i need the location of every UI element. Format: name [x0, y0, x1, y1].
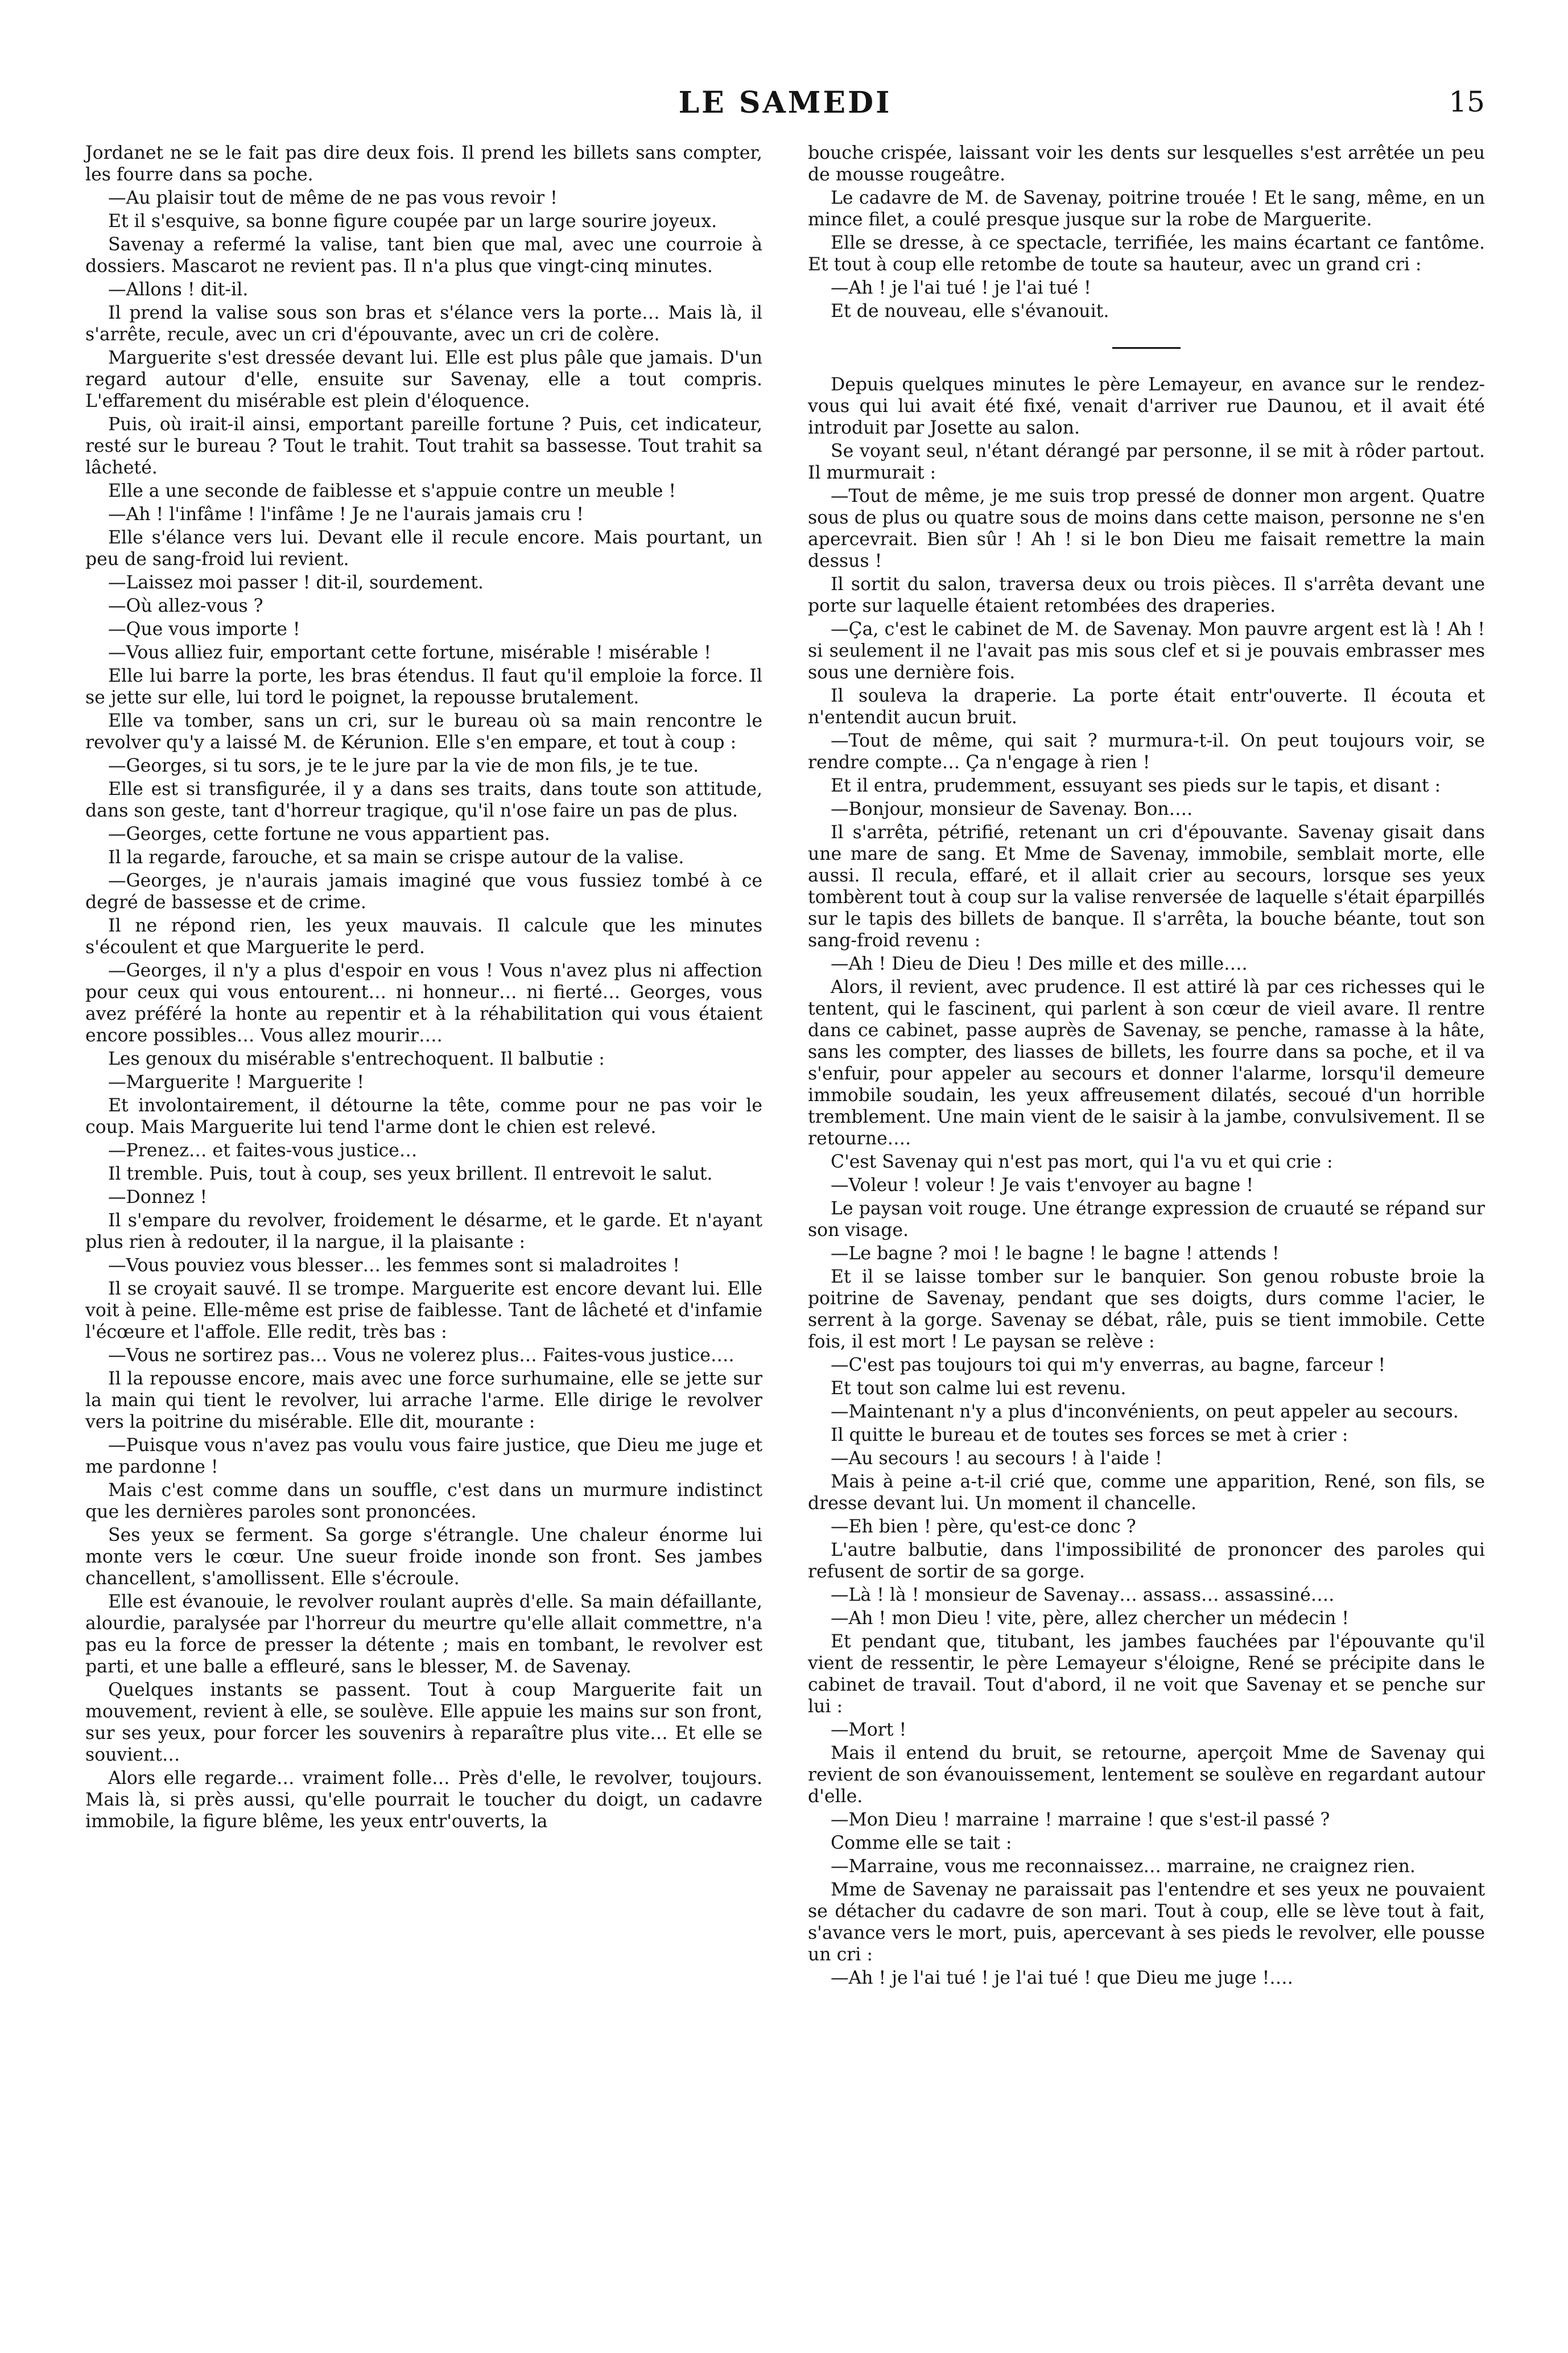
- paragraph: —Où allez-vous ?: [108, 596, 263, 616]
- paragraph: —Marraine, vous me reconnaissez… marraine, ne craignez rien.: [831, 1856, 1416, 1877]
- paragraph: —Mon Dieu ! marraine ! marraine ! que s'est-il passé ?: [831, 1810, 1330, 1830]
- paragraph: —Mort !: [831, 1720, 907, 1740]
- paragraph: Et pendant que, titubant, les jambes fauchées par l'épouvante qu'il vient de ressentir, le père Lemayeur s'éloigne, René se précipite dans le cabinet de travail. Tout d'abord, il ne voit que Savenay et se penche sur lui :: [808, 1631, 1485, 1717]
- paragraph: Marguerite s'est dressée devant lui. Elle est plus pâle que jamais. D'un regard autour d'elle, ensuite sur Savenay, elle a tout compris. L'effarement du misérable est plein d'éloquence.: [85, 348, 762, 411]
- paragraph: Mais c'est comme dans un souffle, c'est dans un murmure indistinct que les dernières paroles sont prononcées.: [85, 1480, 762, 1522]
- page-number: 15: [1449, 85, 1485, 118]
- paragraph: Le cadavre de M. de Savenay, poitrine trouée ! Et le sang, même, en un mince filet, a coulé presque jusque sur la robe de Marguerite.: [808, 188, 1485, 230]
- paragraph: Se voyant seul, n'étant dérangé par personne, il se mit à rôder partout. Il murmurait :: [808, 441, 1485, 483]
- right-column-section-2: [808, 374, 1485, 1989]
- paragraph: Et il se laisse tomber sur le banquier. Son genou robuste broie la poitrine de Savenay, pendant que ses doigts, durs comme l'acier, le serrent à la gorge. Savenay se débat, râle, puis se tient immobile. Cette fois, il est mort ! Le paysan se relève :: [808, 1267, 1485, 1352]
- paragraph: Il se croyait sauvé. Il se trompe. Marguerite est encore devant lui. Elle voit à peine. Elle-même est prise de faiblesse. Tant de lâcheté et d'infamie l'écœure et l'affole. Elle redit, très bas :: [85, 1279, 762, 1342]
- paragraph: Elle est évanouie, le revolver roulant auprès d'elle. Sa main défaillante, alourdie, paralysée par l'horreur du meurtre qu'elle allait commettre, n'a pas eu la force de presser la détente ; mais en tombant, le revolver est parti, et une balle a effleuré, sans le blesser, M. de Savenay.: [85, 1592, 762, 1677]
- paragraph: Il la regarde, farouche, et sa main se crispe autour de la valise.: [108, 847, 684, 868]
- paragraph: Alors, il revient, avec prudence. Il est attiré là par ces richesses qui le tentent, qui le fascinent, qui parlent à son cœur de vieil avare. Il rentre dans ce cabinet, passe auprès de Savenay, se penche, ramasse à la hâte, sans les compter, des liasses de billets, les fourre dans sa poche, et il va s'enfuir, pour appeler au secours et donner l'alarme, lorsqu'il demeure immobile soudain, les yeux affreusement dilatés, secoué d'un horrible tremblement. Une main vient de le saisir à la jambe, convulsivement. Il se retourne….: [808, 977, 1485, 1149]
- paragraph: —Maintenant n'y a plus d'inconvénients, on peut appeler au secours.: [831, 1402, 1459, 1422]
- paragraph: —Bonjour, monsieur de Savenay. Bon….: [831, 799, 1193, 819]
- paragraph: C'est Savenay qui n'est pas mort, qui l'a vu et qui crie :: [831, 1152, 1333, 1172]
- paragraph: Il ne répond rien, les yeux mauvais. Il calcule que les minutes s'écoulent et que Marguerite le perd.: [85, 916, 762, 958]
- paragraph: Quelques instants se passent. Tout à coup Marguerite fait un mouvement, revient à elle, se soulève. Elle appuie les mains sur son front, sur ses yeux, pour forcer les souvenirs à reparaître plus vite… Et elle se souvient…: [85, 1680, 762, 1765]
- paragraph: Et de nouveau, elle s'évanouit.: [831, 301, 1109, 322]
- paragraph: —Ah ! l'infâme ! l'infâme ! Je ne l'aurais jamais cru !: [108, 504, 584, 525]
- paragraph: Il souleva la draperie. La porte était entr'ouverte. Il écouta et n'entendit aucun bruit.: [808, 686, 1485, 728]
- paragraph: —Donnez !: [108, 1187, 208, 1208]
- paragraph: Alors elle regarde… vraiment folle… Près d'elle, le revolver, toujours. Mais là, si près aussi, qu'elle pourrait le toucher du doigt, un cadavre immobile, la figure blême, les yeux entr'ouverts, la: [85, 1768, 762, 1832]
- paragraph: Depuis quelques minutes le père Lemayeur, en avance sur le rendez-vous qui lui avait été fixé, venait d'arriver rue Daunou, et il avait été introduit par Josette au salon.: [808, 374, 1485, 438]
- paragraph: —Vous ne sortirez pas… Vous ne volerez plus… Faites-vous justice….: [108, 1345, 735, 1366]
- paragraph: Le paysan voit rouge. Une étrange expression de cruauté se répand sur son visage.: [808, 1198, 1485, 1241]
- paragraph: —Vous pouviez vous blesser… les femmes sont si maladroites !: [108, 1255, 680, 1276]
- paragraph: —Ah ! Dieu de Dieu ! Des mille et des mille….: [831, 954, 1248, 974]
- paragraph: Elle se dresse, à ce spectacle, terrifiée, les mains écartant ce fantôme. Et tout à coup elle retombe de toute sa hauteur, avec un grand cri :: [808, 233, 1485, 275]
- paragraph: Mais il entend du bruit, se retourne, aperçoit Mme de Savenay qui revient de son évanouissement, lentement se soulève en regardant autour d'elle.: [808, 1743, 1485, 1807]
- paragraph: Ses yeux se ferment. Sa gorge s'étrangle. Une chaleur énorme lui monte vers le cœur. Une sueur froide inonde son front. Ses jambes chancellent, s'amollissent. Elle s'écroule.: [85, 1525, 762, 1589]
- paragraph: Puis, où irait-il ainsi, emportant pareille fortune ? Puis, cet indicateur, resté sur le bureau ? Tout le trahit. Tout trahit sa bassesse. Tout trahit sa lâcheté.: [85, 414, 762, 478]
- paragraph: —Ça, c'est le cabinet de M. de Savenay. Mon pauvre argent est là ! Ah ! si seulement il ne l'avait pas mis sous clef et si je pouvais embrasser mes sous une dernière fois.: [808, 619, 1485, 683]
- paragraph: —Ah ! je l'ai tué ! je l'ai tué ! que Dieu me juge !….: [831, 1968, 1293, 1988]
- paragraph: Et involontairement, il détourne la tête, comme pour ne pas voir le coup. Mais Marguerite lui tend l'arme dont le chien est relevé.: [85, 1095, 762, 1138]
- page-header: [85, 85, 1485, 131]
- right-column-section-1: [808, 142, 1485, 322]
- paragraph: —Tout de même, qui sait ? murmura-t-il. On peut toujours voir, se rendre compte… Ça n'engage à rien !: [808, 731, 1485, 773]
- paragraph: —Georges, il n'y a plus d'espoir en vous ! Vous n'avez plus ni affection pour ceux qui vous entourent… ni honneur… ni fierté… Georges, vous avez préféré la honte au repentir et à la réhabilitation qui vous étaient encore possibles… Vous allez mourir….: [85, 961, 762, 1046]
- paragraph: bouche crispée, laissant voir les dents sur lesquelles s'est arrêtée un peu de mousse rougeâtre.: [808, 143, 1485, 185]
- paragraph: —Vous alliez fuir, emportant cette fortune, misérable ! misérable !: [108, 642, 711, 663]
- paragraph: L'autre balbutie, dans l'impossibilité de prononcer des paroles qui refusent de sortir de sa gorge.: [808, 1540, 1485, 1582]
- paragraph: Il s'empare du revolver, froidement le désarme, et le garde. Et n'ayant plus rien à redouter, il la nargue, il la plaisante :: [85, 1210, 762, 1252]
- paragraph: —Prenez… et faites-vous justice…: [108, 1140, 418, 1161]
- paragraph: —Au plaisir tout de même de ne pas vous revoir !: [108, 188, 558, 208]
- paragraph: Les genoux du misérable s'entrechoquent. Il balbutie :: [108, 1049, 605, 1069]
- paragraph: —Au secours ! au secours ! à l'aide !: [831, 1448, 1162, 1469]
- paragraph: Il la repousse encore, mais avec une force surhumaine, elle se jette sur la main qui tient le revolver, lui arrache l'arme. Elle dirige le revolver vers la poitrine du misérable. Elle dit, mourante :: [85, 1369, 762, 1432]
- paragraph: —Le bagne ? moi ! le bagne ! le bagne ! attends !: [831, 1243, 1280, 1264]
- paragraph: Il s'arrêta, pétrifié, retenant un cri d'épouvante. Savenay gisait dans une mare de sang. Et Mme de Savenay, immobile, semblait morte, elle aussi. Il recula, effaré, et il allait crier au secours, lorsque ses yeux tombèrent tout à coup sur la valise renversée de laquelle s'était éparpillés sur le tapis des billets de banque. Il s'arrêta, la bouche béante, tout son sang-froid revenu :: [808, 822, 1485, 951]
- paragraph: —Georges, cette fortune ne vous appartient pas.: [108, 824, 550, 844]
- paragraph: —Voleur ! voleur ! Je vais t'envoyer au bagne !: [831, 1175, 1253, 1196]
- paragraph: Et il s'esquive, sa bonne figure coupée par un large sourire joyeux.: [108, 211, 717, 232]
- paragraph: —Marguerite ! Marguerite !: [108, 1072, 365, 1093]
- paragraph: Il quitte le bureau et de toutes ses forces se met à crier :: [831, 1425, 1348, 1445]
- paragraph: Elle a une seconde de faiblesse et s'appuie contre un meuble !: [108, 481, 676, 501]
- paragraph: —Ah ! je l'ai tué ! je l'ai tué !: [831, 278, 1091, 298]
- paragraph: —Georges, si tu sors, je te le jure par la vie de mon fils, je te tue.: [108, 756, 699, 776]
- section-divider: [1112, 347, 1181, 349]
- paragraph: Elle va tomber, sans un cri, sur le bureau où sa main rencontre le revolver qu'y a laissé M. de Kérunion. Elle s'en empare, et tout à coup :: [85, 711, 762, 753]
- left-column: [85, 142, 762, 1834]
- paragraph: —Laissez moi passer ! dit-il, sourdement.: [108, 572, 484, 593]
- paragraph: —Que vous importe !: [108, 619, 300, 640]
- paragraph: —Puisque vous n'avez pas voulu vous faire justice, que Dieu me juge et me pardonne !: [85, 1435, 762, 1477]
- right-column: [808, 142, 1485, 1991]
- paragraph: Il sortit du salon, traversa deux ou trois pièces. Il s'arrêta devant une porte sur laquelle étaient retombées des draperies.: [808, 574, 1485, 616]
- paragraph: —Ah ! mon Dieu ! vite, père, allez chercher un médecin !: [831, 1608, 1350, 1629]
- paragraph: Et il entra, prudemment, essuyant ses pieds sur le tapis, et disant :: [831, 776, 1441, 796]
- paragraph: Mme de Savenay ne paraissait pas l'entendre et ses yeux ne pouvaient se détacher du cadavre de son mari. Tout à coup, elle se lève tout à fait, s'avance vers le mort, puis, apercevant à ses pieds le revolver, elle pousse un cri :: [808, 1880, 1485, 1965]
- paragraph: Et tout son calme lui est revenu.: [831, 1378, 1127, 1399]
- paragraph: —C'est pas toujours toi qui m'y enverras, au bagne, farceur !: [831, 1355, 1386, 1375]
- paragraph: Comme elle se tait :: [831, 1833, 1012, 1853]
- paragraph: Jordanet ne se le fait pas dire deux fois. Il prend les billets sans compter, les fourre dans sa poche.: [85, 143, 762, 185]
- paragraph: Mais à peine a-t-il crié que, comme une apparition, René, son fils, se dresse devant lui. Un moment il chancelle.: [808, 1472, 1485, 1514]
- paragraph: Il tremble. Puis, tout à coup, ses yeux brillent. Il entrevoit le salut.: [108, 1164, 713, 1184]
- paragraph: —Georges, je n'aurais jamais imaginé que vous fussiez tombé à ce degré de bassesse et de crime.: [85, 871, 762, 913]
- paragraph: —Là ! là ! monsieur de Savenay… assass… assassiné….: [831, 1585, 1335, 1605]
- paragraph: —Eh bien ! père, qu'est-ce donc ?: [831, 1517, 1136, 1537]
- paragraph: Elle lui barre la porte, les bras étendus. Il faut qu'il emploie la force. Il se jette sur elle, lui tord le poignet, la repousse brutalement.: [85, 666, 762, 708]
- paragraph: Il prend la valise sous son bras et s'élance vers la porte… Mais là, il s'arrête, recule, avec un cri d'épouvante, avec un cri de colère.: [85, 303, 762, 345]
- paragraph: —Allons ! dit-il.: [108, 279, 249, 300]
- running-title: LE SAMEDI: [678, 85, 892, 120]
- paragraph: —Tout de même, je me suis trop pressé de donner mon argent. Quatre sous de plus ou quatre sous de moins dans cette maison, personne ne s'en apercevrait. Bien sûr ! Ah ! si le bon Dieu me faisait remettre la main dessus !: [808, 486, 1485, 571]
- paragraph: Elle est si transfigurée, il y a dans ses traits, dans toute son attitude, dans son geste, tant d'horreur tragique, qu'il n'ose faire un pas de plus.: [85, 779, 762, 821]
- paragraph: Elle s'élance vers lui. Devant elle il recule encore. Mais pourtant, un peu de sang-froid lui revient.: [85, 528, 762, 570]
- paragraph: Savenay a refermé la valise, tant bien que mal, avec une courroie à dossiers. Mascarot ne revient pas. Il n'a plus que vingt-cinq minutes.: [85, 234, 762, 277]
